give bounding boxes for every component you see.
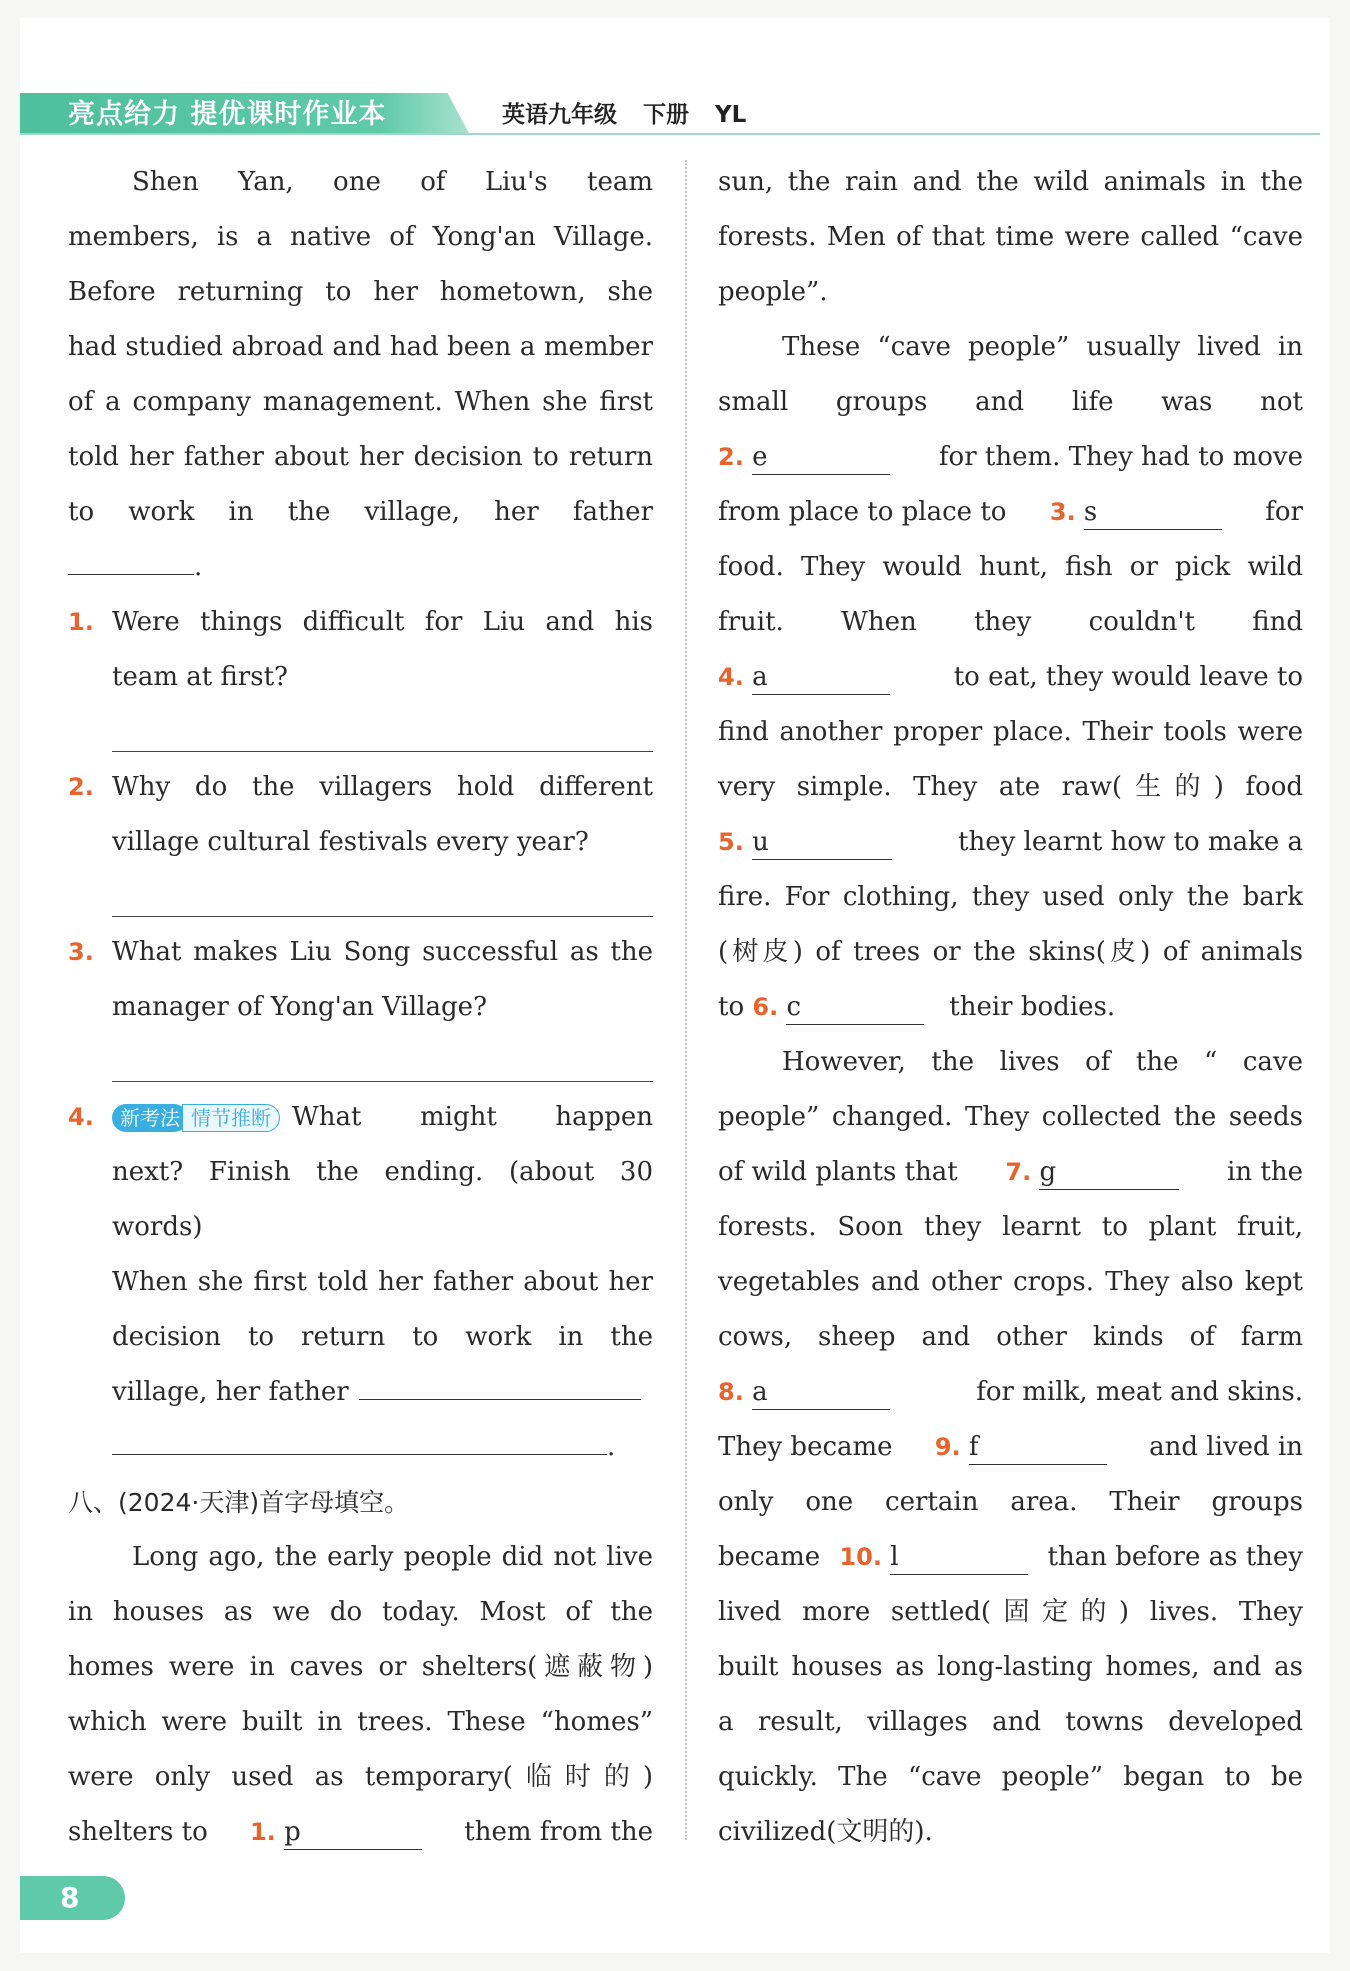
question-text: What makes Liu Song successful as the bbox=[112, 937, 653, 967]
text-line: Before returning to her hometown, she bbox=[68, 277, 653, 307]
question-text: village cultural festivals every year? bbox=[112, 827, 589, 857]
text-line: vegetables and other crops. They also kept bbox=[718, 1267, 1303, 1297]
text-line bbox=[718, 650, 1303, 705]
text-line bbox=[718, 980, 1303, 1035]
text-line: fire. For clothing, they used only the bark bbox=[718, 882, 1303, 912]
blank-letter: p bbox=[284, 1817, 301, 1847]
text-fragment: for milk, meat and skins. bbox=[976, 1377, 1303, 1407]
column-divider bbox=[685, 160, 687, 1840]
answer-blank[interactable] bbox=[359, 1365, 641, 1400]
text-line: Shen Yan, one of Liu's team bbox=[132, 167, 653, 197]
blank-letter: g bbox=[1039, 1157, 1057, 1187]
header-rule bbox=[20, 133, 1320, 135]
text-line: sun, the rain and the wild animals in the bbox=[718, 167, 1303, 197]
blank-number: 1. bbox=[249, 1818, 276, 1846]
question-text: Why do the villagers hold different bbox=[112, 772, 653, 802]
text-fragment: became bbox=[718, 1542, 821, 1572]
blank-number: 4. bbox=[718, 663, 744, 691]
subject-label: 英语九年级 bbox=[502, 102, 617, 128]
blank-letter: a bbox=[752, 662, 768, 692]
text-fragment: shelters to bbox=[68, 1817, 208, 1847]
question-4 bbox=[68, 1090, 653, 1475]
question-text: words) bbox=[112, 1212, 203, 1242]
text-line: fruit. When they couldn't find bbox=[718, 607, 1303, 637]
answer-line[interactable] bbox=[112, 1035, 653, 1090]
text-line: forests. Soon they learnt to plant fruit, bbox=[718, 1212, 1303, 1242]
volume-label: 下册 bbox=[643, 102, 689, 128]
question-text: next? Finish the ending. (about 30 bbox=[112, 1157, 653, 1187]
blank-number: 2. bbox=[718, 443, 744, 471]
text-line: find another proper place. Their tools were bbox=[718, 717, 1303, 747]
question-2 bbox=[68, 760, 653, 925]
section-title: 八、(2024·天津)首字母填空。 bbox=[68, 1488, 410, 1517]
blank-number: 9. bbox=[934, 1433, 961, 1461]
text-line bbox=[718, 1365, 1303, 1420]
answer-blank[interactable] bbox=[112, 1420, 607, 1455]
question-text: decision to return to work in the bbox=[112, 1322, 653, 1352]
text-line: However, the lives of the “ cave bbox=[782, 1047, 1303, 1077]
text-fragment: than before as they bbox=[1047, 1542, 1303, 1572]
period: . bbox=[607, 1432, 616, 1462]
text-line bbox=[718, 1420, 1303, 1475]
text-fragment: They became bbox=[718, 1432, 893, 1462]
blank-letter: f bbox=[968, 1432, 979, 1462]
text-fragment: them from the bbox=[464, 1817, 653, 1847]
passage-paragraph bbox=[68, 155, 653, 595]
edition-label: YL bbox=[715, 102, 747, 128]
text-line: lived more settled(固定的) lives. They bbox=[718, 1597, 1303, 1627]
text-line: were only used as temporary(临时的) bbox=[68, 1762, 653, 1792]
blank-number: 6. bbox=[752, 993, 779, 1021]
text-line: told her father about her decision to return bbox=[68, 442, 653, 472]
blank-number: 5. bbox=[718, 828, 744, 856]
text-line: of a company management. When she first bbox=[68, 387, 653, 417]
question-1 bbox=[68, 595, 653, 760]
blank-letter: a bbox=[752, 1377, 768, 1407]
text-fragment: their bodies. bbox=[949, 992, 1116, 1022]
text-line: food. They would hunt, fish or pick wild bbox=[718, 552, 1303, 582]
text-line bbox=[718, 485, 1303, 540]
right-column bbox=[718, 155, 1303, 1860]
blank-letter: c bbox=[786, 992, 802, 1022]
text-line bbox=[718, 1145, 1303, 1200]
answer-blank[interactable] bbox=[1039, 1155, 1179, 1190]
blank-letter: l bbox=[890, 1542, 899, 1572]
text-line bbox=[718, 430, 1303, 485]
text-line: in houses as we do today. Most of the bbox=[68, 1597, 653, 1627]
text-line: which were built in trees. These “homes” bbox=[68, 1707, 653, 1737]
text-line: small groups and life was not bbox=[718, 387, 1303, 417]
blank-letter: u bbox=[752, 827, 769, 857]
text-fragment: to eat, they would leave to bbox=[953, 662, 1303, 692]
text-line: These “cave people” usually lived in bbox=[782, 332, 1303, 362]
text-fragment: and lived in bbox=[1149, 1432, 1303, 1462]
text-line: to work in the village, her father bbox=[68, 497, 653, 527]
question-text-row bbox=[112, 1090, 653, 1145]
question-text: When she first told her father about her bbox=[112, 1267, 653, 1297]
text-fragment: for bbox=[1265, 497, 1303, 527]
text-line: homes were in caves or shelters(遮蔽物) bbox=[68, 1652, 653, 1682]
blank-letter: s bbox=[1083, 497, 1098, 527]
text-line: built houses as long-lasting homes, and as bbox=[718, 1652, 1303, 1682]
text-line: a result, villages and towns developed bbox=[718, 1707, 1303, 1737]
text-line: quickly. The “cave people” began to be bbox=[718, 1762, 1303, 1792]
text-line: Long ago, the early people did not live bbox=[132, 1542, 653, 1572]
answer-blank[interactable] bbox=[284, 1815, 422, 1850]
text-fragment: from place to place to bbox=[718, 497, 1007, 527]
answer-blank[interactable] bbox=[890, 1540, 1028, 1575]
question-text-end: village, her father bbox=[112, 1377, 349, 1407]
answer-blank[interactable] bbox=[752, 660, 890, 695]
text-line bbox=[718, 815, 1303, 870]
text-fragment: to bbox=[718, 992, 745, 1022]
text-line bbox=[68, 1805, 653, 1860]
blank-line bbox=[112, 1420, 653, 1475]
question-number: 3. bbox=[68, 938, 94, 966]
text-line: forests. Men of that time were called “cave bbox=[718, 222, 1303, 252]
text-line: cows, sheep and other kinds of farm bbox=[718, 1322, 1303, 1352]
text-line: had studied abroad and had been a member bbox=[68, 332, 653, 362]
blank-number: 3. bbox=[1049, 498, 1076, 526]
question-text: manager of Yong'an Village? bbox=[112, 992, 488, 1022]
new-method-badge: 新考法 bbox=[112, 1104, 188, 1132]
question-number: 2. bbox=[68, 773, 94, 801]
question-number: 1. bbox=[68, 608, 94, 636]
question-text: Were things difficult for Liu and his bbox=[112, 607, 653, 637]
text-fragment: for them. They had to move bbox=[938, 442, 1303, 472]
answer-blank[interactable] bbox=[969, 1430, 1107, 1465]
question-text: team at first? bbox=[112, 662, 288, 692]
blank-number: 8. bbox=[718, 1378, 744, 1406]
answer-blank[interactable] bbox=[1084, 495, 1222, 530]
question-number: 4. bbox=[68, 1103, 94, 1131]
question-3 bbox=[68, 925, 653, 1090]
text-line: only one certain area. Their groups bbox=[718, 1487, 1303, 1517]
answer-blank[interactable] bbox=[752, 825, 892, 860]
text-fragment: of wild plants that bbox=[718, 1157, 958, 1187]
text-line: people”. bbox=[718, 277, 828, 307]
book-info bbox=[502, 98, 772, 132]
cloze-paragraph bbox=[68, 1530, 653, 1860]
left-column bbox=[68, 155, 653, 1860]
answer-line[interactable] bbox=[112, 870, 653, 925]
page-number: 8 bbox=[60, 1881, 80, 1914]
question-text: What might happen bbox=[292, 1102, 653, 1132]
blank-line bbox=[68, 540, 653, 595]
blank-number: 7. bbox=[1005, 1158, 1032, 1186]
text-fragment: in the bbox=[1227, 1157, 1303, 1187]
brand-title: 亮点给力 提优课时作业本 bbox=[68, 99, 387, 130]
question-text bbox=[112, 1365, 653, 1420]
answer-blank[interactable] bbox=[752, 1375, 890, 1410]
answer-blank[interactable] bbox=[786, 990, 924, 1025]
text-fragment: they learnt how to make a bbox=[958, 827, 1303, 857]
answer-blank[interactable] bbox=[68, 540, 194, 575]
text-line: very simple. They ate raw(生的) food bbox=[718, 772, 1303, 802]
answer-blank[interactable] bbox=[752, 440, 890, 475]
text-line: members, is a native of Yong'an Village. bbox=[68, 222, 653, 252]
period: . bbox=[194, 552, 203, 582]
text-line: (树皮) of trees or the skins(皮) of animals bbox=[718, 937, 1303, 967]
text-line: people” changed. They collected the seeds bbox=[718, 1102, 1303, 1132]
text-line bbox=[718, 1530, 1303, 1585]
blank-letter: e bbox=[752, 442, 768, 472]
plot-inference-badge: 情节推断 bbox=[182, 1104, 280, 1132]
text-line: civilized(文明的). bbox=[718, 1817, 933, 1847]
answer-line[interactable] bbox=[112, 705, 653, 760]
blank-number: 10. bbox=[839, 1543, 882, 1571]
